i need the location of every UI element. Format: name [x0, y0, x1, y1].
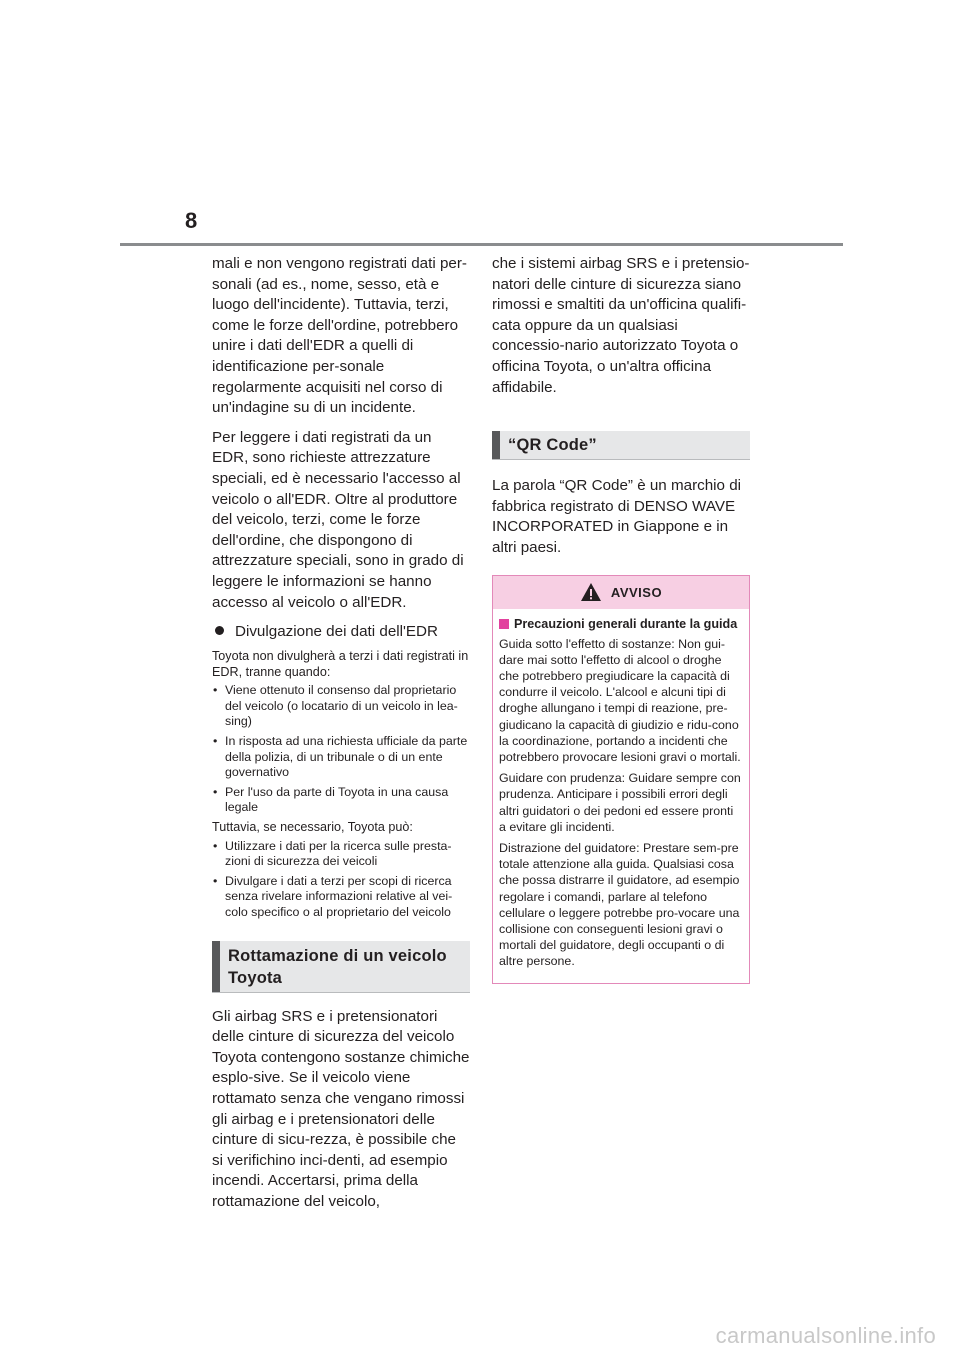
reading-paragraph: Per leggere i dati registrati da un EDR, sono richieste attrezzature speciali, ed è necessario l'accesso al veicolo o all'EDR. Oltre al produttore del veicolo, terzi, come le forze dell'ordine, che dispongono di attrezzature speciali, sono in grado di leggere le informazioni se hanno accesso al veicolo o all'EDR. [212, 428, 464, 611]
disclosure-intro: Toyota non divulgherà a terzi i dati registrati in EDR, tranne quando: [212, 649, 469, 679]
disclosure-heading: Divulgazione dei dati dell'EDR [235, 623, 438, 641]
list-item: • Per l'uso da parte di Toyota in una causa legale [212, 785, 470, 816]
warning-paragraph: Guida sotto l'effetto di sostanze: Non gui-dare mai sotto l'effetto di alcool o droghe che potrebbero pregiudicare la capacità di condurre il veicolo. L'alcool e alcuni tipi di droghe allungano i tempi di reazione, pre-giudicano la capacità di giudizio e ridu-cono la coordinazione, portando a incidenti che potrebbero provocare lesioni gravi o mortali. [499, 636, 741, 764]
header-rule [120, 243, 843, 246]
list-item: • Utilizzare i dati per la ricerca sulle presta-zioni di sicurezza dei veicoli [212, 839, 470, 870]
qr-paragraph: La parola “QR Code” è un marchio di fabbrica registrato di DENSO WAVE INCORPORATED in Giappone e in altri paesi. [492, 477, 742, 556]
warning-subheading-row [499, 616, 741, 632]
continuation-paragraph: che i sistemi airbag SRS e i pretensio-natori delle cinture di sicurezza siano rimossi e smaltiti da un'officina qualifi-cata oppure da un qualsiasi concessio-nario autorizzato Toyota o officina Toyota, o un'altra officina affidabile. [492, 255, 750, 396]
warning-triangle-icon [580, 582, 602, 602]
warning-box [492, 575, 750, 984]
list-item: • Viene ottenuto il consenso dal proprietario del veicolo (o locatario di un veicolo in lea-sing) [212, 683, 470, 730]
square-icon [499, 619, 509, 629]
warning-paragraph: Distrazione del guidatore: Prestare sem-pre totale attenzione alla guida. Qualsiasi cosa che possa distrarre il guidatore, ad esempio regolare i comandi, parlare al telefono cellulare o leggere potrebbe pro-vocare una collisione con conseguenti lesioni gravi o mortali del guidatore, degli occupanti o di altre persone. [499, 840, 740, 969]
however-list [212, 839, 470, 921]
bullet-dot-icon [215, 626, 224, 635]
scrapping-paragraph: Gli airbag SRS e i pretensionatori delle cinture di sicurezza del veicolo Toyota contengono sostanze chimiche esplo-sive. Se il veicolo viene rottamato senza che vengano rimossi gli airbag e i pretensionatori delle cinture di sicu-rezza, è possibile che si verifichino inci-denti, ad esempio incendi. Accertarsi, prima della rottamazione del veicolo, [212, 1007, 470, 1210]
warning-content [493, 609, 749, 970]
footer-watermark: carmanualsonline.info [715, 1323, 936, 1348]
left-column [212, 254, 470, 1213]
warning-header [493, 576, 749, 609]
qr-heading-text: “QR Code” [508, 436, 597, 455]
warning-paragraph: Guidare con prudenza: Guidare sempre con prudenza. Anticipare i possibili errori degli altri guidatori o dei pedoni ed essere pronti a evitare gli incidenti. [499, 771, 741, 834]
however-text: Tuttavia, se necessario, Toyota può: [212, 820, 413, 835]
disclosure-heading-row [212, 622, 470, 642]
qr-section-heading [492, 431, 750, 460]
page-number: 8 [185, 208, 198, 233]
list-item: • In risposta ad una richiesta ufficiale da parte della polizia, di un tribunale o di un ente governativo [212, 734, 470, 781]
scrapping-heading-text: Rottamazione di un veicolo Toyota [228, 946, 447, 987]
intro-paragraph: mali e non vengono registrati dati per-sonali (ad es., nome, sesso, età e luogo dell'incidente). Tuttavia, terzi, come le forze dell'ordine, potrebbero unire i dati dell'EDR a quelli di identificazione per-sonale regolarmente acquisiti nel corso di un'indagine su di un incidente. [212, 255, 467, 417]
scrapping-section-heading [212, 941, 470, 993]
list-item: • Divulgare i dati a terzi per scopi di ricerca senza rivelare informazioni relative al vei-colo specifico o al proprietario del veicolo [212, 874, 470, 921]
warning-subheading: Precauzioni generali durante la guida [514, 616, 738, 631]
right-column [492, 254, 750, 984]
disclosure-list [212, 683, 470, 816]
warning-label: AVVISO [610, 584, 663, 600]
